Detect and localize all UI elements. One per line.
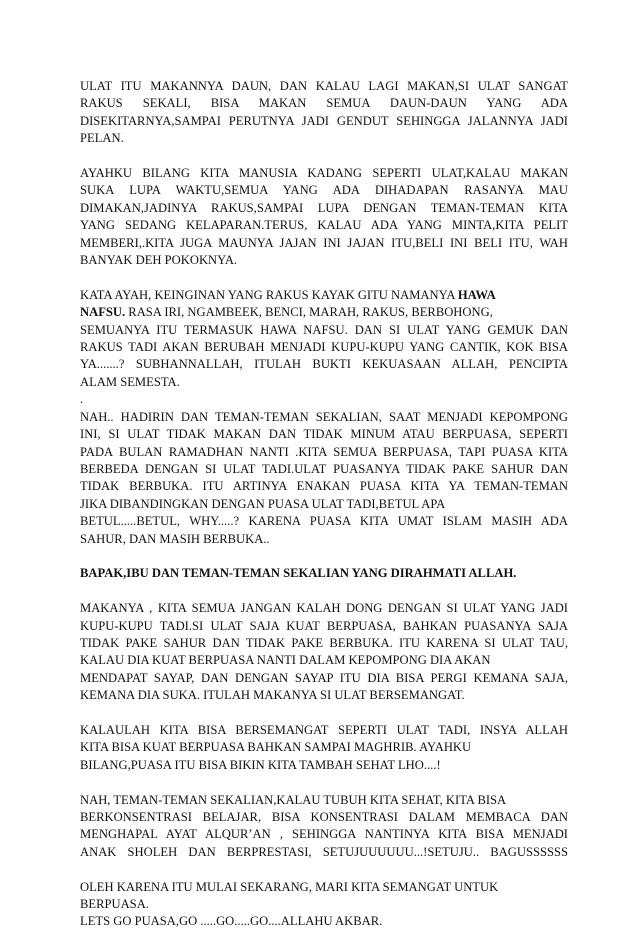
text-line: KALAU DIA KUAT BERPUASA NANTI DALAM KEPOMPONG DIA AKAN: [80, 653, 491, 668]
text-run: KATA AYAH, KEINGINAN YANG RAKUS KAYAK GITU NAMANYA: [80, 287, 458, 302]
text-line: SUKA LUPA WAKTU,SEMUA YANG ADA DIHADAPAN RASANYA MAU: [80, 183, 568, 198]
text-line: KEMANA DIA SUKA. ITULAH MAKANYA SI ULAT BERSEMANGAT.: [80, 688, 465, 703]
text-line: DIMAKAN,JADINYA RAKUS,SAMPAI LUPA DENGAN TEMAN-TEMAN KITA: [80, 200, 568, 215]
text-line: KUPU-KUPU TADI.SI ULAT SAJA KUAT BERPUASA, BAHKAN PUASANYA SAJA: [80, 618, 568, 633]
text-line: OLEH KARENA ITU MULAI SEKARANG, MARI KITA SEMANGAT UNTUK: [80, 879, 499, 894]
paragraph-2: [80, 165, 568, 269]
text-line: ULAT ITU MAKANNYA DAUN, DAN KALAU LAGI MAKAN,SI ULAT SANGAT: [80, 79, 568, 93]
text-line: TIDAK PAKE SAHUR DAN TIDAK PAKE BERBUKA. ITU KARENA SI ULAT TAU,: [80, 635, 568, 650]
text-line: BERKONSENTRASI BELAJAR, BISA KONSENTRASI DALAM MEMBACA DAN: [80, 809, 568, 824]
text-line: MENGHAPAL AYAT ALQUR’AN , SEHINGGA NANTINYA KITA BISA MENJADI: [80, 827, 568, 842]
paragraph-4: [80, 409, 568, 548]
text-run: RASA IRI, NGAMBEEK, BENCI, MARAH, RAKUS, BERBOHONG,: [125, 305, 493, 320]
paragraph-7: [80, 792, 568, 862]
text-line: BERBEDA DENGAN SI ULAT TADI.ULAT PUASANYA TIDAK PAKE SAHUR DAN: [80, 461, 568, 476]
text-line: MAKANYA , KITA SEMUA JANGAN KALAH DONG DENGAN SI ULAT YANG JADI: [80, 601, 568, 616]
document-page: [80, 78, 568, 948]
paragraph-3: [80, 287, 568, 391]
text-line: NAH, TEMAN-TEMAN SEKALIAN,KALAU TUBUH KITA SEHAT, KITA BISA: [80, 792, 507, 807]
text-line: [80, 287, 568, 304]
text-line: NAH.. HADIRIN DAN TEMAN-TEMAN SEKALIAN, SAAT MENJADI KEPOMPONG: [80, 409, 568, 424]
text-line: BILANG,PUASA ITU BISA BIKIN KITA TAMBAH SEHAT LHO....!: [80, 757, 441, 772]
text-line: LETS GO PUASA,GO .....GO.....GO....ALLAHU AKBAR.: [80, 914, 383, 929]
text-line: AYAHKU BILANG KITA MANUSIA KADANG SEPERTI ULAT,KALAU MAKAN: [80, 166, 568, 181]
text-line: YANG SEDANG KELAPARAN.TERUS, KALAU ADA YANG MINTA,KITA PELIT: [80, 218, 568, 233]
text-line: MENDAPAT SAYAP, DAN DENGAN SAYAP ITU DIA BISA PERGI KEMANA SAJA,: [80, 670, 568, 685]
text-line: BANYAK DEH POKOKNYA.: [80, 253, 238, 268]
text-line: BETUL.....BETUL, WHY.....? KARENA PUASA KITA UMAT ISLAM MASIH ADA: [80, 514, 568, 529]
hawa-nafsu-bold: HAWA: [457, 287, 496, 302]
text-line: JIKA DIBANDINGKAN DENGAN PUASA ULAT TADI,BETUL APA: [80, 496, 446, 511]
heading-text: BAPAK,IBU DAN TEMAN-TEMAN SEKALIAN YANG DIRAHMATI ALLAH.: [80, 566, 517, 581]
text-line: RAKUS TADI AKAN BERUBAH MENJADI KUPU-KUPU YANG CANTIK, KOK BISA: [80, 340, 568, 355]
paragraph-8: [80, 879, 568, 931]
text-line: INI, SI ULAT TIDAK MAKAN DAN TIDAK MINUM ATAU BERPUASA, SEPERTI: [80, 427, 568, 442]
paragraph-1: [80, 78, 568, 148]
text-line: ANAK SHOLEH DAN BERPRESTASI, SETUJUUUUUU...!SETUJU.. BAGUSSSSSS: [80, 844, 568, 859]
text-line: KALAULAH KITA BISA BERSEMANGAT SEPERTI ULAT TADI, INSYA ALLAH: [80, 722, 568, 737]
text-line: [80, 304, 568, 321]
text-line: SEMUANYA ITU TERMASUK HAWA NAFSU. DAN SI ULAT YANG GEMUK DAN: [80, 322, 568, 337]
text-line: RAKUS SEKALI, BISA MAKAN SEMUA DAUN-DAUN YANG ADA: [80, 96, 568, 111]
text-line: PADA BULAN RAMADHAN NANTI .KITA SEMUA BERPUASA, TAPI PUASA KITA: [80, 444, 568, 459]
text-line: SAHUR, DAN MASIH BERBUKA..: [80, 531, 270, 546]
text-line: ALAM SEMESTA.: [80, 374, 180, 389]
separator-dot: .: [80, 392, 84, 407]
text-line: DISEKITARNYA,SAMPAI PERUTNYA JADI GENDUT SEHINGGA JALANNYA JADI: [80, 113, 568, 128]
text-line: PELAN.: [80, 131, 124, 146]
text-line: YA.......? SUBHANNALLAH, ITULAH BUKTI KEKUASAAN ALLAH, PENCIPTA: [80, 357, 568, 372]
text-line: KITA BISA KUAT BERPUASA BAHKAN SAMPAI MAGHRIB. AYAHKU: [80, 740, 472, 755]
text-line: TIDAK BERBUKA. ITU ARTINYA ENAKAN PUASA KITA YA TEMAN-TEMAN: [80, 479, 568, 494]
text-line: MEMBERI,.KITA JUGA MAUNYA JAJAN INI JAJAN ITU,BELI INI BELI ITU, WAH: [80, 235, 568, 250]
paragraph-5: [80, 600, 568, 704]
text-line: BERPUASA.: [80, 896, 149, 911]
hawa-nafsu-bold: NAFSU.: [80, 305, 126, 320]
paragraph-6: [80, 722, 568, 774]
section-heading: [80, 565, 568, 582]
